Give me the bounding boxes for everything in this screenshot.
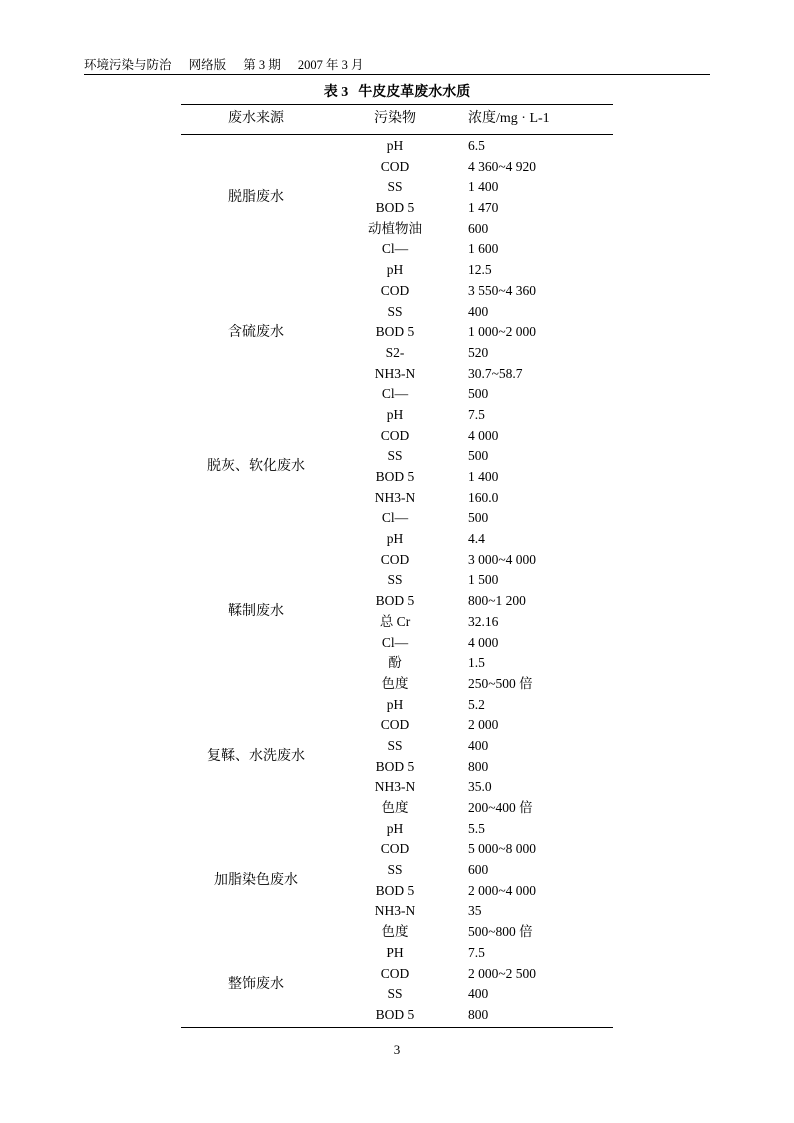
table-row xyxy=(181,343,613,364)
table-row xyxy=(181,922,613,943)
concentration-cell: 12.5 xyxy=(468,262,492,278)
issue-label: 第 3 期 xyxy=(243,58,281,72)
pollutant-cell: 总 Cr xyxy=(379,613,411,629)
concentration-cell: 4 000 xyxy=(468,427,499,443)
table-row xyxy=(181,901,613,922)
pollutant-cell: 色度 xyxy=(381,675,409,691)
pollutant-cell: Cl— xyxy=(381,634,409,650)
concentration-cell: 400 xyxy=(468,737,489,753)
issue-date: 2007 年 3 月 xyxy=(297,58,364,72)
pollutant-cell: 色度 xyxy=(381,924,409,940)
table-caption xyxy=(181,84,613,102)
table-row xyxy=(181,695,613,716)
concentration-cell: 500 xyxy=(468,448,489,464)
table-row xyxy=(181,529,613,550)
pollutant-cell: BOD 5 xyxy=(375,1006,415,1022)
concentration-cell: 500 xyxy=(468,510,489,526)
concentration-cell: 2 000 xyxy=(468,717,499,733)
table-row xyxy=(181,819,613,840)
wastewater-source-label: 复鞣、水洗废水 xyxy=(207,749,305,764)
concentration-cell: 4 000 xyxy=(468,634,499,650)
concentration-cell: 7.5 xyxy=(468,944,485,960)
pollutant-cell: 动植物油 xyxy=(368,220,422,236)
pollutant-cell: COD xyxy=(380,965,410,981)
concentration-cell: 1 500 xyxy=(468,572,499,588)
table-bottom-rule xyxy=(181,1027,613,1028)
concentration-cell: 7.5 xyxy=(468,406,485,422)
pollutant-cell: BOD 5 xyxy=(375,469,415,484)
pollutant-cell: pH xyxy=(386,696,404,712)
concentration-cell: 250~500 倍 xyxy=(468,675,533,691)
concentration-cell: 600 xyxy=(468,220,489,236)
pollutant-cell: SS xyxy=(387,737,403,753)
concentration-cell: 400 xyxy=(468,303,489,319)
concentration-cell: 35.0 xyxy=(468,779,492,795)
pollutant-cell: PH xyxy=(386,944,404,960)
table-row xyxy=(181,136,613,157)
running-header xyxy=(84,57,710,75)
pollutant-cell: 色度 xyxy=(381,800,409,815)
table-number: 表 3 xyxy=(323,85,349,100)
wastewater-source-label: 含硫废水 xyxy=(228,324,284,340)
table-row xyxy=(181,570,613,591)
concentration-cell: 1 600 xyxy=(468,241,499,257)
pollutant-cell: Cl— xyxy=(381,386,409,402)
table-row xyxy=(181,364,613,385)
pollutant-cell: NH3-N xyxy=(374,489,416,505)
table-row xyxy=(181,1005,613,1026)
pollutant-cell: NH3-N xyxy=(374,365,416,381)
pollutant-cell: NH3-N xyxy=(374,903,416,919)
concentration-cell: 1 400 xyxy=(468,469,499,484)
pollutant-cell: COD xyxy=(380,427,410,443)
concentration-cell: 5 000~8 000 xyxy=(468,841,537,857)
pollutant-cell: SS xyxy=(387,572,403,588)
pollutant-cell: NH3-N xyxy=(374,779,416,795)
concentration-cell: 4 360~4 920 xyxy=(468,158,537,174)
pollutant-cell: BOD 5 xyxy=(375,758,415,774)
edition-label: 网络版 xyxy=(188,58,227,72)
pollutant-cell: pH xyxy=(386,531,404,547)
table-top-rule xyxy=(181,104,613,105)
wastewater-source-label: 整饰废水 xyxy=(228,976,284,992)
wastewater-source-label: 脱灰、软化废水 xyxy=(207,459,305,475)
pollutant-cell: pH xyxy=(386,820,404,836)
pollutant-cell: BOD 5 xyxy=(375,882,415,898)
table-title: 牛皮皮革废水水质 xyxy=(358,85,471,100)
table-row xyxy=(181,943,613,964)
concentration-cell: 600 xyxy=(468,862,489,878)
table-row xyxy=(181,239,613,260)
table-row xyxy=(181,157,613,178)
table-row xyxy=(181,302,613,323)
pollutant-cell: SS xyxy=(387,448,403,464)
pollutant-cell: COD xyxy=(380,158,410,174)
table-header-rule xyxy=(181,134,613,135)
concentration-cell: 3 000~4 000 xyxy=(468,551,537,567)
concentration-cell: 800~1 200 xyxy=(468,593,526,609)
pollutant-cell: BOD 5 xyxy=(375,200,415,216)
pollutant-cell: 酚 xyxy=(388,655,402,671)
pollutant-cell: COD xyxy=(380,282,410,298)
wastewater-source-label: 脱脂废水 xyxy=(228,190,284,206)
pollutant-cell: pH xyxy=(386,138,404,153)
concentration-cell: 2 000~4 000 xyxy=(468,882,537,898)
concentration-cell: 6.5 xyxy=(468,138,485,153)
table-row xyxy=(181,839,613,860)
pollutant-cell: pH xyxy=(386,406,404,422)
wastewater-source-label: 鞣制废水 xyxy=(228,604,284,620)
table-row xyxy=(181,219,613,240)
table-row xyxy=(181,281,613,302)
concentration-cell: 500 xyxy=(468,386,489,402)
concentration-cell: 400 xyxy=(468,986,489,1002)
column-header-concentration: 浓度/mg · L-1 xyxy=(468,111,550,126)
table-row xyxy=(181,405,613,426)
concentration-cell: 200~400 倍 xyxy=(468,800,533,815)
table-row xyxy=(181,384,613,405)
page-number: 3 xyxy=(393,1042,401,1057)
pollutant-cell: SS xyxy=(387,179,403,195)
table-row xyxy=(181,633,613,654)
pollutant-cell: Cl— xyxy=(381,241,409,257)
concentration-cell: 2 000~2 500 xyxy=(468,965,537,981)
concentration-cell: 500~800 倍 xyxy=(468,924,533,940)
table-row xyxy=(181,488,613,509)
concentration-cell: 3 550~4 360 xyxy=(468,282,537,298)
table-row xyxy=(181,508,613,529)
pollutant-cell: COD xyxy=(380,717,410,733)
pollutant-cell: COD xyxy=(380,551,410,567)
concentration-cell: 1 000~2 000 xyxy=(468,324,537,340)
column-header-source: 废水来源 xyxy=(228,111,284,126)
pollutant-cell: BOD 5 xyxy=(375,593,415,609)
column-header-pollutant: 污染物 xyxy=(374,111,416,126)
pollutant-cell: BOD 5 xyxy=(375,324,415,340)
pollutant-cell: SS xyxy=(387,303,403,319)
pollutant-cell: Cl— xyxy=(381,510,409,526)
table-body xyxy=(181,136,613,1026)
pollutant-cell: SS xyxy=(387,986,403,1002)
table-row xyxy=(181,426,613,447)
wastewater-source-label: 加脂染色废水 xyxy=(214,873,298,889)
table-row xyxy=(181,777,613,798)
table-row xyxy=(181,674,613,695)
concentration-cell: 4.4 xyxy=(468,531,485,547)
pollutant-cell: SS xyxy=(387,862,403,878)
concentration-cell: 5.5 xyxy=(468,820,485,836)
concentration-cell: 1.5 xyxy=(468,655,485,671)
table-row xyxy=(181,653,613,674)
pollutant-cell: pH xyxy=(386,262,404,278)
concentration-cell: 1 470 xyxy=(468,200,499,216)
concentration-cell: 32.16 xyxy=(468,613,499,629)
table-row xyxy=(181,260,613,281)
concentration-cell: 30.7~58.7 xyxy=(468,365,523,381)
concentration-cell: 35 xyxy=(468,903,482,919)
concentration-cell: 800 xyxy=(468,758,489,774)
concentration-cell: 520 xyxy=(468,344,489,360)
concentration-cell: 160.0 xyxy=(468,489,499,505)
journal-name: 环境污染与防治 xyxy=(84,58,172,72)
pollutant-cell: S2- xyxy=(385,344,405,360)
concentration-cell: 800 xyxy=(468,1006,489,1022)
concentration-cell: 1 400 xyxy=(468,179,499,195)
table-row xyxy=(181,715,613,736)
table-row xyxy=(181,798,613,819)
pollutant-cell: COD xyxy=(380,841,410,857)
concentration-cell: 5.2 xyxy=(468,696,485,712)
table-row xyxy=(181,550,613,571)
